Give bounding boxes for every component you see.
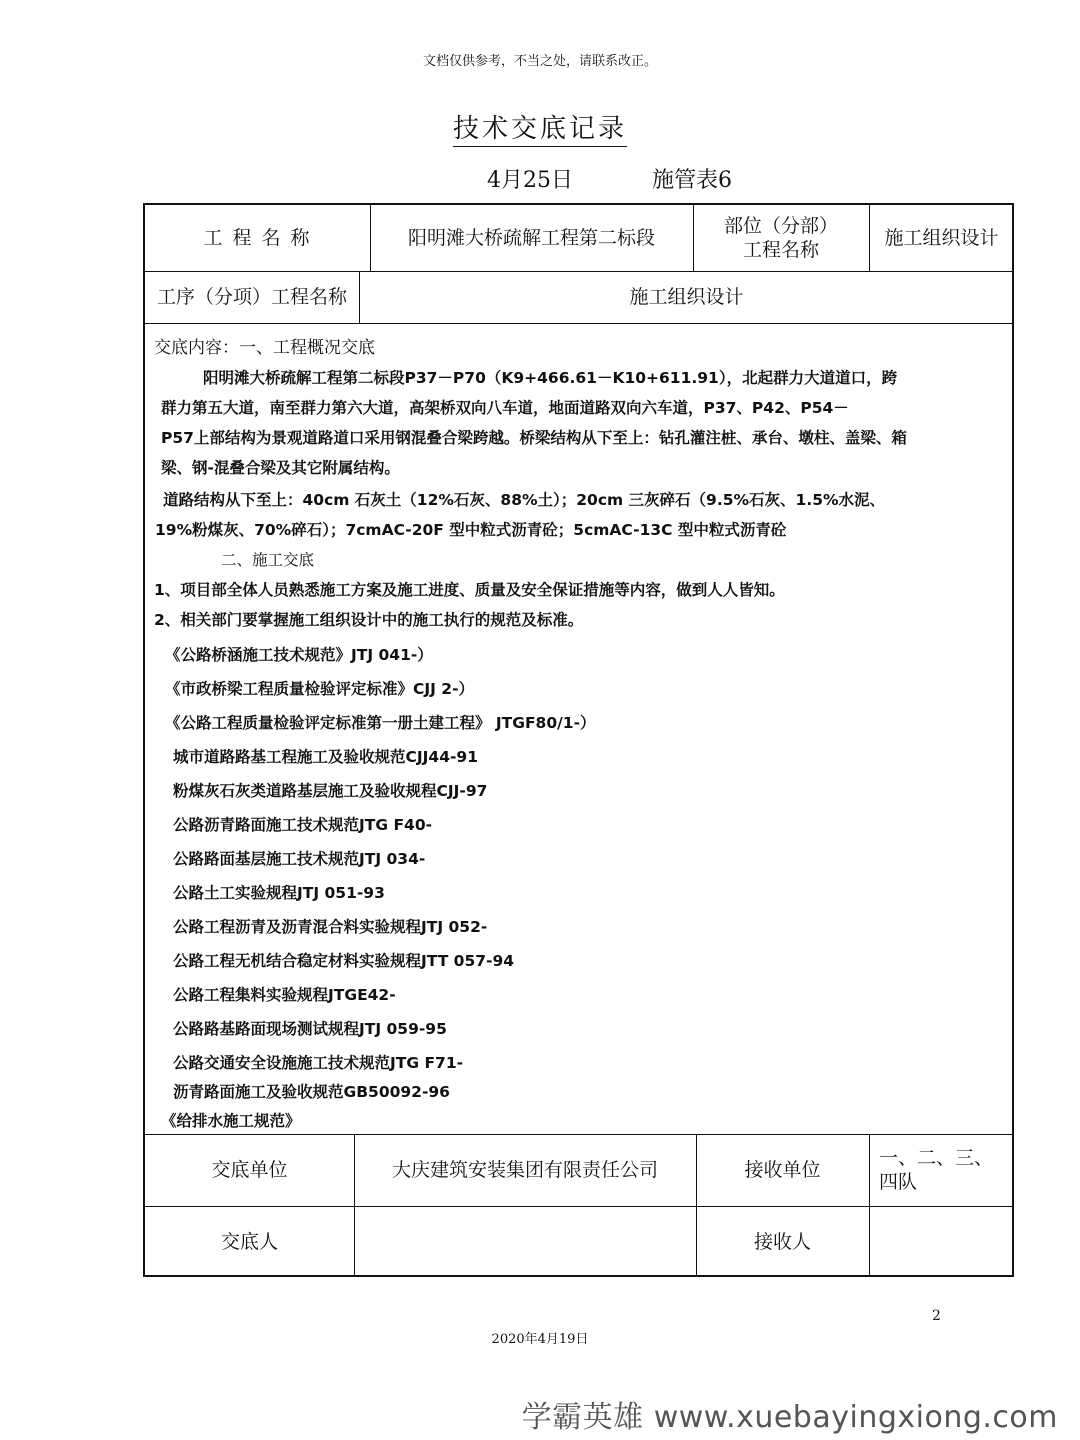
handover-person-value[interactable]: [354, 1206, 696, 1277]
receiving-unit-line1: 一、二、三、: [879, 1147, 994, 1169]
content-line: P57上部结构为景观道路道口采用钢混叠合梁跨越。桥梁结构从下至上：钻孔灌注桩、承台、墩柱、盖梁、箱: [161, 429, 907, 447]
content-line: 交底内容：一、工程概况交底: [154, 338, 375, 358]
receiving-unit-value: [869, 1134, 1014, 1206]
handover-unit-label: 交底单位: [211, 1159, 288, 1181]
part-label-line1: 部位（分部）: [723, 215, 838, 237]
part-value: 施工组织设计: [884, 227, 999, 249]
part-label-line2: 工程名称: [742, 239, 819, 261]
document-title: [0, 108, 1080, 145]
receiving-unit-line2: 四队: [879, 1171, 918, 1193]
site-watermark: 学霸英雄 www.xuebayingxiong.com: [521, 1400, 1058, 1435]
content-line: 《公路工程质量检验评定标准第一册土建工程》 JTGF80/1-）: [165, 714, 596, 732]
content-line: 道路结构从下至上：40cm 石灰土（12%石灰、88%土）；20cm 三灰碎石（9.5%石灰、1.5%水泥、: [163, 491, 886, 509]
form-number: 施管表6: [652, 168, 732, 193]
project-name-value: 阳明滩大桥疏解工程第二标段: [407, 227, 655, 249]
header-note: 文档仅供参考，不当之处，请联系改正。: [422, 54, 657, 69]
document-date: 4月25日: [487, 168, 573, 193]
content-line: 《市政桥梁工程质量检验评定标准》CJJ 2-）: [165, 680, 475, 698]
content-line: 《给排水施工规范》: [161, 1112, 301, 1130]
content-line: 公路工程集料实验规程JTGE42-: [173, 986, 396, 1004]
handover-unit-value: 大庆建筑安装集团有限责任公司: [391, 1159, 658, 1181]
receiving-person-value[interactable]: [869, 1206, 1014, 1277]
document-title-text: 技术交底记录: [453, 114, 627, 147]
content-line: 二、施工交底: [221, 551, 315, 569]
receiving-unit-label: 接收单位: [744, 1159, 821, 1181]
content-line: 群力第五大道，南至群力第六大道，高架桥双向八车道，地面道路双向六车道，P37、P42、P54－: [161, 399, 849, 417]
content-line: 19%粉煤灰、70%碎石）；7cmAC-20F 型中粒式沥青砼；5cmAC-13C 型中粒式沥青砼: [155, 521, 787, 539]
footer-date: 2020年4月19日: [491, 1332, 589, 1347]
receiving-person-label: 接收人: [753, 1230, 811, 1253]
project-name-label: 工 程 名 称: [203, 227, 312, 249]
content-line: 公路沥青路面施工技术规范JTG F40-: [173, 816, 433, 834]
handover-person-label: 交底人: [220, 1230, 278, 1253]
content-line: 公路土工实验规程JTJ 051-93: [173, 884, 385, 902]
content-line: 公路工程沥青及沥青混合料实验规程JTJ 052-: [173, 918, 488, 936]
part-label: [693, 205, 869, 271]
handover-record-table: [143, 203, 1014, 1277]
content-line: 阳明滩大桥疏解工程第二标段P37－P70（K9+466.61－K10+611.91），北起群力大道道口，跨: [203, 369, 898, 387]
content-line: 公路工程无机结合稳定材料实验规程JTT 057-94: [173, 952, 515, 970]
content-line: 1、项目部全体人员熟悉施工方案及施工进度、质量及安全保证措施等内容，做到人人皆知。: [154, 581, 785, 599]
content-line: 公路路基路面现场测试规程JTJ 059-95: [173, 1020, 447, 1038]
content-line: 粉煤灰石灰类道路基层施工及验收规程CJJ-97: [173, 782, 488, 800]
content-line: 2、相关部门要掌握施工组织设计中的施工执行的规范及标准。: [154, 611, 584, 629]
content-line: 沥青路面施工及验收规范GB50092-96: [173, 1083, 450, 1101]
content-line: 公路路面基层施工技术规范JTJ 034-: [173, 850, 426, 868]
content-line: 梁、钢-混叠合梁及其它附属结构。: [161, 459, 400, 477]
page-number: 2: [932, 1308, 941, 1324]
content-line: 城市道路路基工程施工及验收规范CJJ44-91: [173, 748, 478, 766]
content-line: 公路交通安全设施施工技术规范JTG F71-: [173, 1054, 464, 1072]
process-label: 工序（分项）工程名称: [156, 286, 347, 308]
content-line: 《公路桥涵施工技术规范》JTJ 041-）: [165, 646, 433, 664]
process-value: 施工组织设计: [629, 286, 744, 308]
handover-content: [145, 323, 1014, 1134]
